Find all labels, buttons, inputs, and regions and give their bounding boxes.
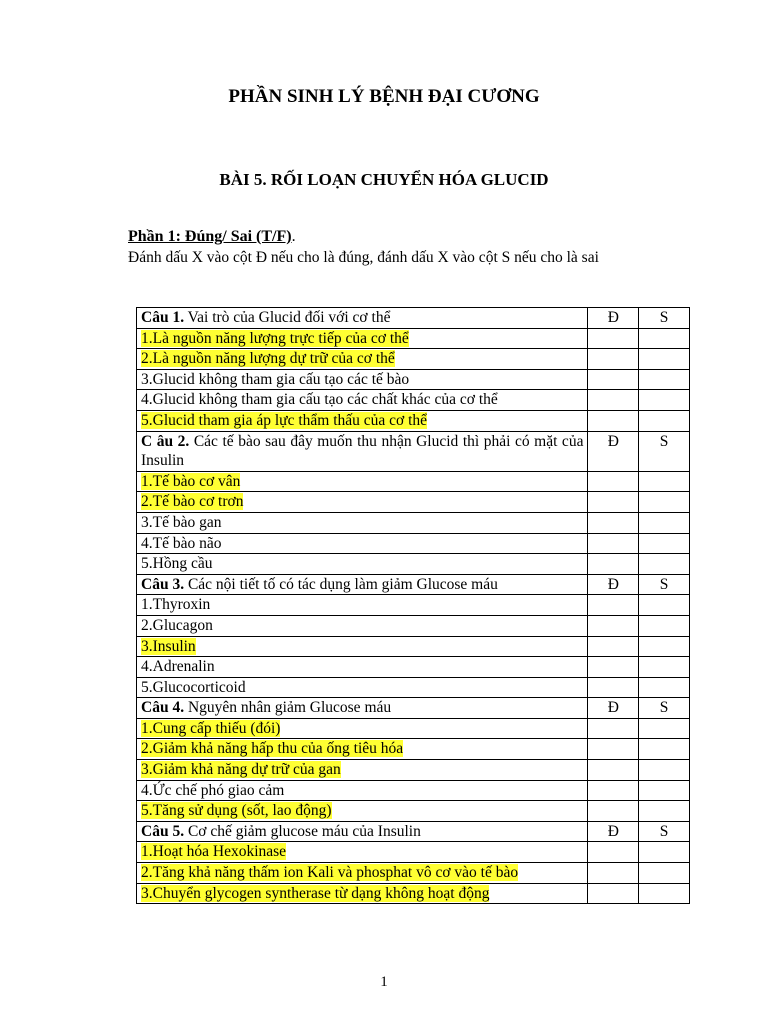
option-row (137, 369, 690, 390)
option-cell (137, 739, 588, 760)
column-s-header: S (639, 431, 690, 471)
question-text: Các nội tiết tố có tác dụng làm giảm Glucose máu (184, 575, 498, 593)
option-text: 1.Thyroxin (141, 596, 211, 614)
answer-cell-d[interactable] (588, 554, 639, 575)
option-cell (137, 533, 588, 554)
question-number: Câu 4. (141, 699, 185, 717)
option-row (137, 512, 690, 533)
option-cell (137, 328, 588, 349)
question-cell (137, 431, 588, 471)
answer-cell-d[interactable] (588, 471, 639, 492)
question-text: Cơ chế giảm glucose máu của Insulin (184, 822, 421, 840)
answer-cell-s[interactable] (639, 801, 690, 822)
option-cell (137, 390, 588, 411)
option-row (137, 410, 690, 431)
answer-cell-d[interactable] (588, 636, 639, 657)
option-text: 5.Hồng cầu (141, 555, 213, 573)
option-cell (137, 801, 588, 822)
option-cell (137, 554, 588, 575)
answer-cell-d[interactable] (588, 492, 639, 513)
option-cell (137, 636, 588, 657)
answer-cell-s[interactable] (639, 863, 690, 884)
answer-cell-d[interactable] (588, 718, 639, 739)
answer-cell-d[interactable] (588, 410, 639, 431)
column-s-header: S (639, 574, 690, 595)
option-text: 4.Glucid không tham gia cấu tạo các chất khác của cơ thể (141, 391, 498, 409)
answer-cell-s[interactable] (639, 677, 690, 698)
option-cell (137, 349, 588, 370)
option-row (137, 533, 690, 554)
option-text: 1.Là nguồn năng lượng trực tiếp của cơ thể (141, 329, 409, 347)
page-title: PHẦN SINH LÝ BỆNH ĐẠI CƯƠNG (228, 86, 540, 107)
answer-cell-s[interactable] (639, 760, 690, 781)
question-row (137, 308, 690, 329)
option-cell (137, 842, 588, 863)
option-cell (137, 780, 588, 801)
option-row (137, 349, 690, 370)
answer-cell-s[interactable] (639, 842, 690, 863)
question-number: Câu 3. (141, 575, 185, 593)
column-d-header: Đ (588, 698, 639, 719)
option-text: 4.Ức chế phó giao cảm (141, 781, 285, 799)
column-s-header: S (639, 308, 690, 329)
option-row (137, 595, 690, 616)
option-row (137, 718, 690, 739)
answer-cell-s[interactable] (639, 328, 690, 349)
option-row (137, 760, 690, 781)
option-text: 3.Tế bào gan (141, 513, 222, 531)
answer-cell-s[interactable] (639, 533, 690, 554)
true-false-table (136, 307, 690, 904)
option-text: 3.Chuyển glycogen syntherase từ dạng không hoạt động (141, 884, 490, 902)
option-text: 1.Cung cấp thiếu (đói) (141, 719, 281, 737)
answer-cell-d[interactable] (588, 328, 639, 349)
option-row (137, 801, 690, 822)
option-text: 1.Hoạt hóa Hexokinase (141, 843, 287, 861)
option-cell (137, 677, 588, 698)
answer-cell-d[interactable] (588, 863, 639, 884)
question-row (137, 698, 690, 719)
column-d-header: Đ (588, 574, 639, 595)
option-cell (137, 369, 588, 390)
option-text: 2.Tế bào cơ trơn (141, 493, 244, 511)
option-row (137, 780, 690, 801)
answer-cell-s[interactable] (639, 369, 690, 390)
answer-cell-d[interactable] (588, 657, 639, 678)
option-cell (137, 595, 588, 616)
answer-cell-d[interactable] (588, 883, 639, 904)
option-row (137, 615, 690, 636)
answer-cell-s[interactable] (639, 883, 690, 904)
option-cell (137, 471, 588, 492)
lesson-title: BÀI 5. RỐI LOẠN CHUYỂN HÓA GLUCID (219, 170, 549, 189)
answer-cell-s[interactable] (639, 657, 690, 678)
option-row (137, 657, 690, 678)
option-text: 2.Glucagon (141, 616, 213, 634)
option-text: 4.Tế bào não (141, 534, 222, 552)
option-text: 1.Tế bào cơ vân (141, 472, 241, 490)
option-row (137, 677, 690, 698)
column-s-header: S (639, 821, 690, 842)
answer-cell-d[interactable] (588, 739, 639, 760)
option-row (137, 492, 690, 513)
answer-cell-d[interactable] (588, 677, 639, 698)
answer-cell-s[interactable] (639, 615, 690, 636)
option-cell (137, 760, 588, 781)
question-cell (137, 308, 588, 329)
option-row (137, 471, 690, 492)
option-cell (137, 512, 588, 533)
answer-cell-s[interactable] (639, 595, 690, 616)
answer-cell-s[interactable] (639, 410, 690, 431)
part-label: Phần 1: Đúng/ Sai (T/F) (128, 228, 292, 245)
option-cell (137, 657, 588, 678)
option-text: 5.Glucid tham gia áp lực thẩm thấu của cơ thể (141, 411, 428, 429)
answer-cell-d[interactable] (588, 615, 639, 636)
option-text: 3.Giảm khả năng dự trữ của gan (141, 761, 341, 779)
column-d-header: Đ (588, 821, 639, 842)
option-text: 2.Giảm khả năng hấp thu của ống tiêu hóa (141, 740, 404, 758)
part-heading (128, 228, 296, 246)
option-row (137, 739, 690, 760)
answer-cell-s[interactable] (639, 554, 690, 575)
question-cell (137, 821, 588, 842)
question-number: Câu 5. (141, 822, 185, 840)
option-cell (137, 410, 588, 431)
option-text: 3.Insulin (141, 637, 196, 655)
option-cell (137, 492, 588, 513)
question-number: C âu 2. (141, 432, 190, 450)
option-row (137, 842, 690, 863)
column-s-header: S (639, 698, 690, 719)
answer-cell-s[interactable] (639, 636, 690, 657)
column-d-header: Đ (588, 431, 639, 471)
question-row (137, 821, 690, 842)
question-cell (137, 698, 588, 719)
answer-cell-d[interactable] (588, 349, 639, 370)
option-cell (137, 883, 588, 904)
answer-cell-s[interactable] (639, 471, 690, 492)
answer-cell-d[interactable] (588, 760, 639, 781)
option-text: 2.Tăng khả năng thấm ion Kali và phosphat vô cơ vào tế bào (141, 864, 519, 882)
answer-cell-s[interactable] (639, 780, 690, 801)
option-text: 4.Adrenalin (141, 658, 215, 676)
question-number: Câu 1. (141, 309, 185, 326)
question-cell (137, 574, 588, 595)
column-d-header: Đ (588, 308, 639, 329)
answer-cell-d[interactable] (588, 390, 639, 411)
option-text: 3.Glucid không tham gia cấu tạo các tế bào (141, 370, 410, 388)
answer-cell-s[interactable] (639, 739, 690, 760)
answer-cell-d[interactable] (588, 369, 639, 390)
option-row (137, 390, 690, 411)
answer-cell-d[interactable] (588, 595, 639, 616)
option-cell (137, 718, 588, 739)
question-text: Nguyên nhân giảm Glucose máu (184, 699, 392, 717)
answer-cell-d[interactable] (588, 842, 639, 863)
question-text: Vai trò của Glucid đối với cơ thể (184, 309, 391, 326)
option-row (137, 554, 690, 575)
page-number: 1 (380, 974, 388, 990)
answer-cell-s[interactable] (639, 390, 690, 411)
question-row (137, 574, 690, 595)
answer-cell-s[interactable] (639, 349, 690, 370)
option-row (137, 636, 690, 657)
option-row (137, 863, 690, 884)
option-row (137, 883, 690, 904)
answer-cell-s[interactable] (639, 512, 690, 533)
question-text: Các tế bào sau đây muốn thu nhận Glucid thì phải có mặt của Insulin (141, 432, 584, 470)
answer-cell-s[interactable] (639, 718, 690, 739)
option-cell (137, 863, 588, 884)
answer-cell-d[interactable] (588, 780, 639, 801)
question-row (137, 431, 690, 471)
option-text: 5.Glucocorticoid (141, 678, 246, 696)
option-row (137, 328, 690, 349)
answer-cell-s[interactable] (639, 492, 690, 513)
answer-cell-d[interactable] (588, 512, 639, 533)
option-cell (137, 615, 588, 636)
part-suffix: . (291, 228, 296, 245)
instruction-text: Đánh dấu X vào cột Đ nếu cho là đúng, đánh dấu X vào cột S nếu cho là sai (128, 249, 599, 266)
answer-cell-d[interactable] (588, 801, 639, 822)
option-text: 5.Tăng sử dụng (sốt, lao động) (141, 802, 332, 820)
answer-cell-d[interactable] (588, 533, 639, 554)
option-text: 2.Là nguồn năng lượng dự trữ của cơ thể (141, 350, 395, 368)
